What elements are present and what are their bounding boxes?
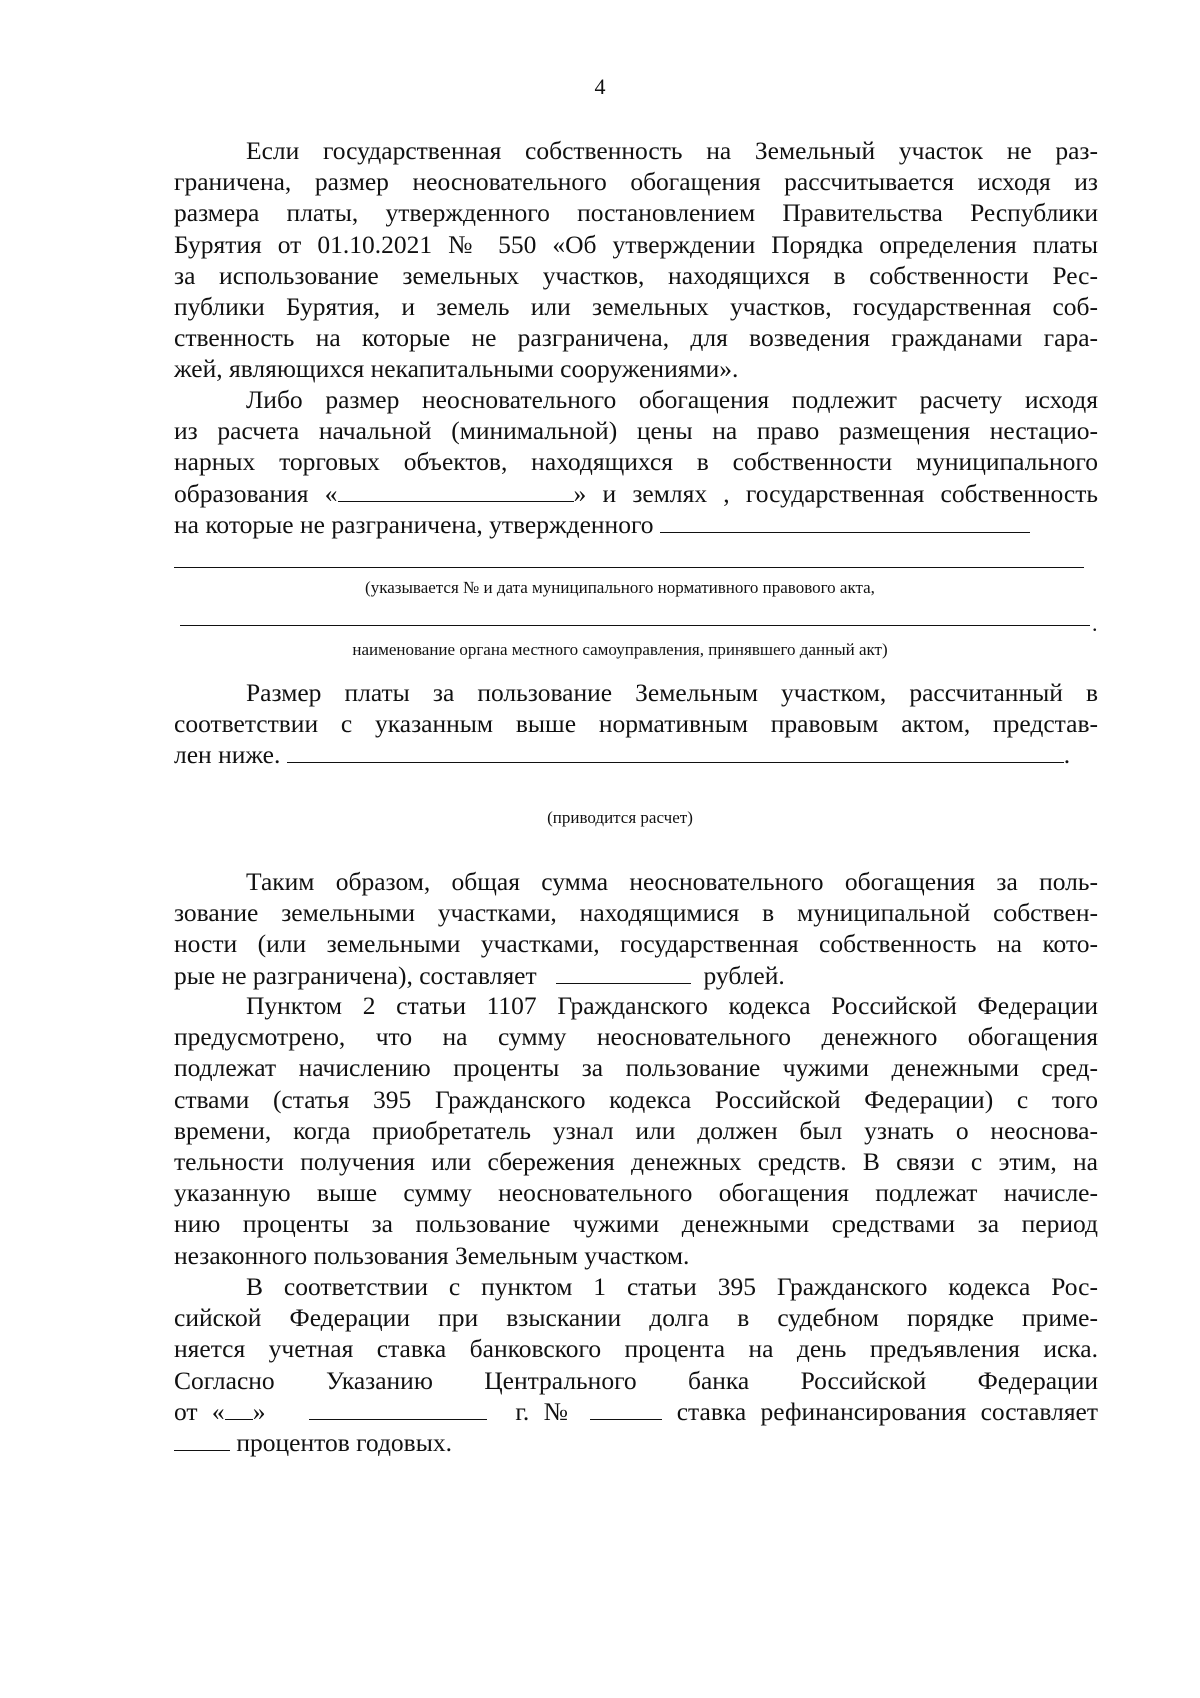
p2-line-5: на которые не разграничена, утвержденного bbox=[174, 509, 654, 539]
calculation-blank-2 bbox=[679, 740, 1064, 763]
municipality-blank bbox=[338, 479, 574, 502]
p1-line-1: Если государственная собственность на Земельный участок не раз- bbox=[246, 136, 1098, 165]
p4-line-4b: рублей. bbox=[703, 960, 785, 990]
p6-line-2: сийской Федерации при взыскании долга в судебном порядке приме- bbox=[174, 1303, 1098, 1333]
p3-line-3: лен ниже. bbox=[174, 740, 281, 770]
p5-line-1: Пунктом 2 статьи 1107 Гражданского кодекса Российской Федерации bbox=[246, 991, 1098, 1020]
act-reference-line-2 bbox=[180, 625, 1090, 626]
p2-line-2: из расчета начальной (минимальной) цены на право размещения нестацио- bbox=[174, 416, 1098, 446]
p1-line-2: граничена, размер неосновательного обогащения рассчитывается исходя из bbox=[174, 167, 1098, 197]
p5-line-2: предусмотрено, что на сумму неосновательного денежного обогащения bbox=[174, 1022, 1098, 1052]
approved-by-blank bbox=[660, 510, 1030, 533]
page-number: 4 bbox=[594, 74, 606, 99]
paragraph-3: Размер платы за пользование Земельным участком, рассчитанный в соответствии с указанным выше нормативным правовым актом, представ- лен ниже. . bbox=[174, 678, 1098, 770]
p2-line-1: Либо размер неосновательного обогащения подлежит расчету исходя bbox=[246, 385, 1098, 414]
caption-act-number: (указывается № и дата муниципального нормативного правового акта, bbox=[365, 578, 875, 597]
decree-number-blank bbox=[590, 1397, 662, 1420]
p1-line-7: ственность на которые не разграничена, для возведения гражданами гара- bbox=[174, 323, 1098, 353]
p5-line-9: незаконного пользования Земельным участком. bbox=[174, 1240, 690, 1270]
act-reference-line-1 bbox=[174, 567, 1084, 568]
p6-ot: от « bbox=[174, 1396, 225, 1426]
p1-line-3: размера платы, утвержденного постановлением Правительства Республики bbox=[174, 198, 1098, 228]
paragraph-6 bbox=[174, 1271, 1098, 1458]
paragraph-2 bbox=[174, 384, 1098, 540]
p3-line-1: Размер платы за пользование Земельным участком, рассчитанный в bbox=[246, 678, 1098, 707]
p1-line-4: Бурятия от 01.10.2021 № 550 «Об утверждении Порядка определения платы bbox=[174, 229, 1098, 259]
rate-percent-blank bbox=[174, 1428, 230, 1451]
p1-line-6: публики Бурятия, и земель или земельных участков, государственная соб- bbox=[174, 292, 1098, 322]
p2-line-3: нарных торговых объектов, находящихся в собственности муниципального bbox=[174, 447, 1098, 477]
caption-calculation: (приводится расчет) bbox=[547, 808, 693, 827]
p4-line-2: зование земельными участками, находящимися в муниципальной собствен- bbox=[174, 898, 1098, 928]
p5-line-5: времени, когда приобретатель узнал или должен был узнать о неоснова- bbox=[174, 1115, 1098, 1145]
p1-line-5: за использование земельных участков, находящихся в собственности Рес- bbox=[174, 260, 1098, 290]
month-year-blank bbox=[309, 1397, 487, 1420]
p6-line-6: процентов годовых. bbox=[236, 1428, 452, 1458]
total-sum-blank bbox=[556, 961, 691, 984]
p4-line-3: ности (или земельными участками, государственная собственность на кото- bbox=[174, 929, 1098, 959]
p6-rate-text: ставка рефинансирования составляет bbox=[676, 1396, 1099, 1426]
paragraph-4 bbox=[174, 866, 1098, 991]
p5-line-8: нию проценты за пользование чужими денежными средствами за период bbox=[174, 1209, 1098, 1239]
paragraph-1 bbox=[174, 135, 1098, 385]
day-blank bbox=[225, 1397, 253, 1420]
p5-line-7: указанную выше сумму неосновательного обогащения подлежат начисле- bbox=[174, 1178, 1098, 1208]
caption-authority-name: наименование органа местного самоуправления, принявшего данный акт) bbox=[352, 640, 888, 659]
paragraph-5 bbox=[174, 990, 1098, 1271]
p1-line-8: жей, являющихся некапитальными сооружениями». bbox=[174, 354, 739, 384]
p5-line-3: подлежат начислению проценты за пользование чужими денежными сред- bbox=[174, 1053, 1098, 1083]
p5-line-4: ствами (статья 395 Гражданского кодекса Российской Федерации) с того bbox=[174, 1084, 1098, 1114]
p4-line-1: Таким образом, общая сумма неосновательного обогащения за поль- bbox=[246, 867, 1098, 896]
document-page: 4 Если государственная собственность на Земельный участок не раз- граничена, размер неосновательного обогащения рассчитывается исходя из размера платы, утвержденного постановлением Правительства Республики Бурятия от 01.10.2021 № 550 «Об утверждении Порядка определения платы за использование земельных участков, находящихся в собственности Рес- публики Бурятия, и земель или земельных участков, государственная соб- ственность на которые не разграничена, для возведения гражданами гара- жей, являющихся некапитальными сооружениями». Либо размер неосновательного обогащения подлежит расчету исходя из расчета начальной (минимальной) цены на право размещения нестацио- нарных торговых объектов, находящихся в собственности муниципального образования « » и землях , государственная собственность на которые не разграничена, утвержденного (указывается № и дата муниципального нормативного правового акта, . наименование органа местного самоуправления, принявшего данный акт) Размер платы за пользование Земельным участком, рассчитанный в соответствии с указанным выше нормативным правовым актом, представ- лен ниже. . (приводится расчет) Таким образом, общая сумма неосновательного обогащения за поль- зование земельными участками, находящимися в муниципальной собствен- ности (или земельными участками, государственная собственность на кото- рые не разграничена), составляет рублей. Пунктом 2 статьи 1107 Гражданского кодекса Российской Федерации предусмотрено, что на сумму неосновательного денежного обогащения подлежат начислению проценты за пользование чужими денежными сред- ствами (статья 395 Гражданского кодекса Российской Федерации) с того времени, когда приобретатель узнал или должен был узнать о неоснова- тельности получения или сбережения денежных средств. В связи с этим, на указанную выше сумму неосновательного обогащения подлежат начисле- нию проценты за пользование чужими денежными средствами за период незаконного пользования Земельным участком. В соответствии с пунктом 1 статьи 395 Гражданского кодекса Рос- сийской Федерации при взыскании долга в судебном порядке приме- няется учетная ставка банковского процента на день предъявления иска. Согласно Указанию Центрального банка Российской Федерации от « » г. № ставка рефинансирования составляет процентов годовых. bbox=[0, 0, 1200, 1698]
p6-line-4: Согласно Указанию Центрального банка Российской Федерации bbox=[174, 1365, 1098, 1395]
p3-line-2: соответствии с указанным выше нормативным правовым актом, представ- bbox=[174, 709, 1098, 739]
p6-close-quote: » bbox=[252, 1396, 266, 1426]
p2-line-4a: образования « bbox=[174, 478, 338, 508]
calculation-blank-1 bbox=[287, 740, 679, 763]
p6-line-3: няется учетная ставка банковского процента на день предъявления иска. bbox=[174, 1334, 1098, 1364]
p6-line-1: В соответствии с пунктом 1 статьи 395 Гражданского кодекса Рос- bbox=[246, 1272, 1098, 1301]
p2-line-4b: » и землях , государственная собственность bbox=[573, 478, 1099, 508]
p4-line-4a: рые не разграничена), составляет bbox=[174, 960, 537, 990]
p5-line-6: тельности получения или сбережения денежных средств. В связи с этим, на bbox=[174, 1147, 1098, 1177]
p6-g-no: г. № bbox=[515, 1396, 576, 1426]
